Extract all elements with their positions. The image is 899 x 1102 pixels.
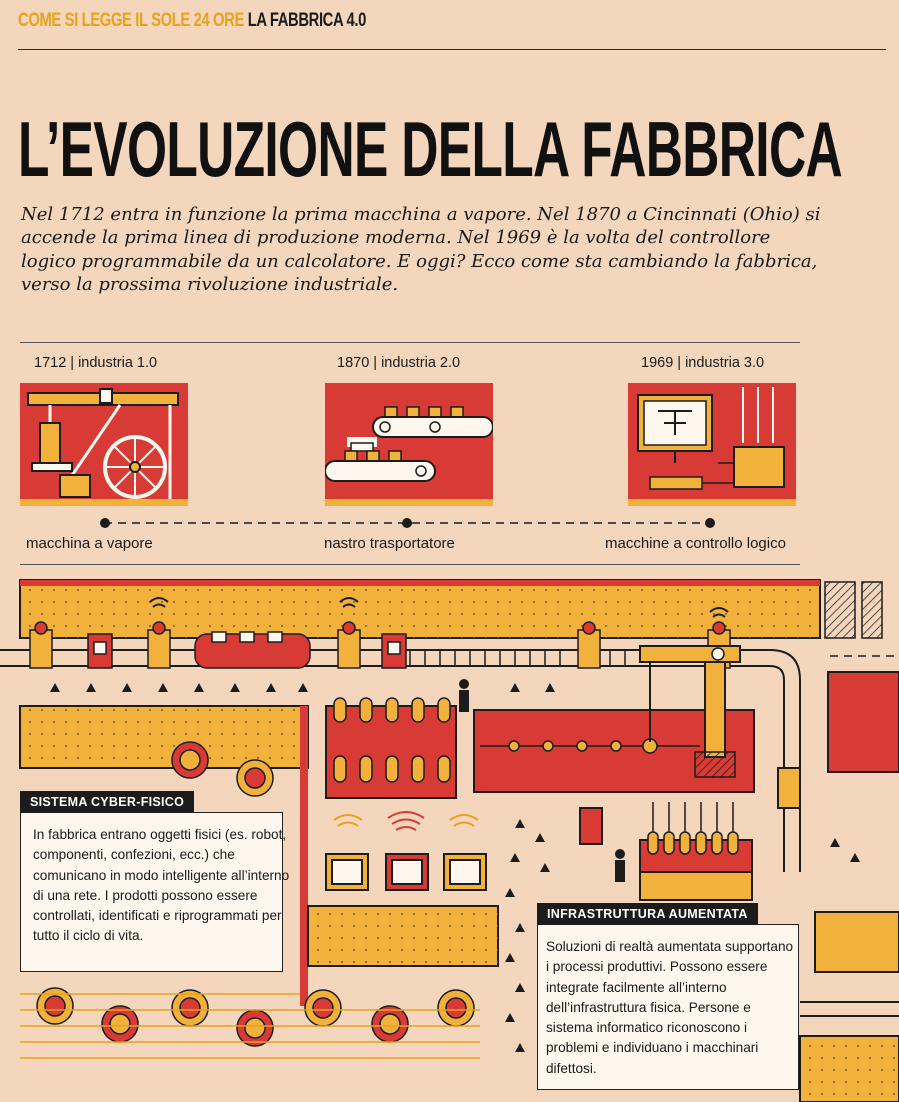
header-rule [18, 49, 886, 50]
cyber-physical-box [20, 812, 290, 972]
cyber-physical-label: SISTEMA CYBER-FISICO [20, 791, 194, 813]
timeline [100, 516, 720, 530]
logic-controller-icon [628, 383, 796, 506]
era-caption-2: nastro trasportatore [324, 535, 455, 552]
lede-rule [20, 342, 800, 343]
timeline-rule [20, 564, 800, 565]
augmented-infrastructure-box [537, 924, 799, 1090]
section-kicker [18, 10, 366, 32]
kicker-section: COME SI LEGGE IL SOLE 24 ORE [18, 10, 244, 31]
kicker-topic: LA FABBRICA 4.0 [247, 10, 366, 31]
augmented-infrastructure-label: INFRASTRUTTURA AUMENTATA [537, 903, 758, 925]
lede-paragraph: Nel 1712 entra in funzione la prima macchina a vapore. Nel 1870 a Cincinnati (Ohio) si accende la prima linea di produzione moderna. Nel 1969 è la volta del controllore logico programmabile da un calcolatore. E oggi? Ecco come sta cambiando la fabbrica, verso la prossima rivoluzione industriale. [21, 204, 821, 296]
conveyor-belt-icon [325, 383, 493, 506]
cyber-physical-text: In fabbrica entrano oggetti fisici (es. robot, componenti, confezioni, ecc.) che comunicano in modo intelligente all’interno di una rete. I prodotti possono essere controllati, identificati e riprogrammati per tutto il ciclo di vita. [33, 827, 290, 944]
era-caption-1: macchina a vapore [26, 535, 153, 552]
era-label-3: 1969 | industria 3.0 [641, 355, 765, 371]
era-caption-3: macchine a controllo logico [605, 535, 786, 552]
steam-engine-icon [20, 383, 188, 506]
era-label-1: 1712 | industria 1.0 [34, 355, 158, 371]
page-title: L’EVOLUZIONE DELLA FABBRICA [18, 105, 842, 193]
era-label-2: 1870 | industria 2.0 [337, 355, 461, 371]
augmented-infrastructure-text: Soluzioni di realtà aumentata supportano i processi produttivi. Possono essere integrate facilmente all’interno dell’infrastruttura fisica. Persone e sistema informatico riconoscono i problemi e individuano i macchinari difettosi. [546, 939, 794, 1076]
